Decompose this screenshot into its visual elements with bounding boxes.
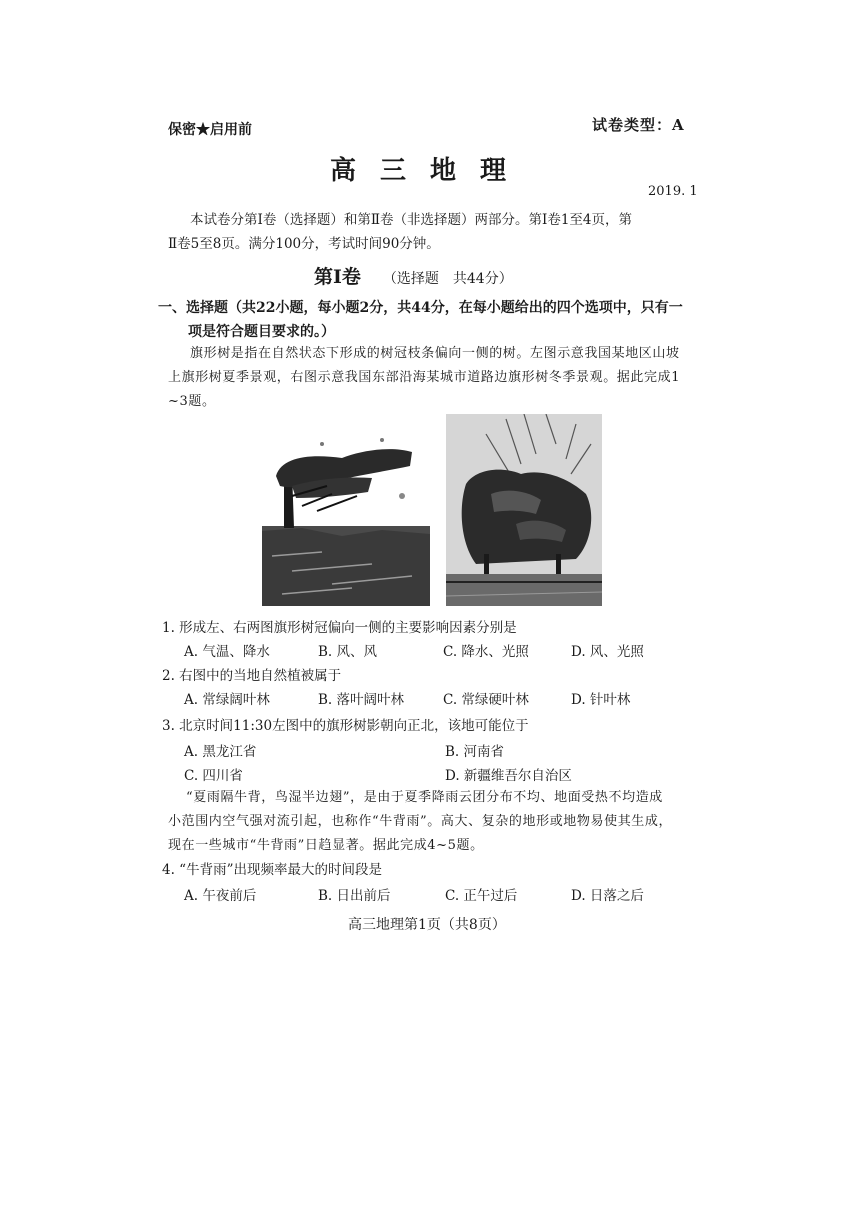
section-title <box>314 262 513 289</box>
q3-option-d[interactable]: D. 新疆维吾尔自治区 <box>445 768 572 784</box>
intro-line-1: 本试卷分第Ⅰ卷（选择题）和第Ⅱ卷（非选择题）两部分。第Ⅰ卷1至4页，第 <box>190 212 633 228</box>
q1-option-d[interactable]: D. 风、光照 <box>571 644 644 660</box>
q4-option-b[interactable]: B. 日出前后 <box>318 888 391 904</box>
q2-option-c[interactable]: C. 常绿硬叶林 <box>443 692 529 708</box>
q2-option-a[interactable]: A. 常绿阔叶林 <box>184 692 270 708</box>
page-footer: 高三地理第1页（共8页） <box>348 917 506 933</box>
right-flag-tree-photo <box>446 414 602 606</box>
paper-type-label: 试卷类型：A <box>592 116 685 134</box>
q4-option-d[interactable]: D. 日落之后 <box>571 888 644 904</box>
part-one-line-2: 项是符合题目要求的。） <box>188 324 335 340</box>
confidential-label: 保密★启用前 <box>168 122 252 138</box>
stem1-line-3: ~3题。 <box>168 394 216 409</box>
left-flag-tree-photo <box>262 436 430 606</box>
q1-option-b[interactable]: B. 风、风 <box>318 644 378 660</box>
question-1: 1. 形成左、右两图旗形树冠偏向一侧的主要影响因素分别是 <box>162 620 517 636</box>
q3-option-c[interactable]: C. 四川省 <box>184 768 243 784</box>
q2-option-b[interactable]: B. 落叶阔叶林 <box>318 692 405 708</box>
stem2-line-3: 现在一些城市“牛背雨”日趋显著。据此完成4~5题。 <box>168 838 484 853</box>
q4-option-c[interactable]: C. 正午过后 <box>445 888 518 904</box>
intro-line-2: Ⅱ卷5至8页。满分100分，考试时间90分钟。 <box>168 236 440 252</box>
exam-date: 2019. 1 <box>648 184 698 199</box>
part-one-line-1: 一、选择题（共22小题，每小题2分，共44分，在每小题给出的四个选项中，只有一 <box>158 300 683 316</box>
section-note: （选择题 共44分） <box>382 271 513 287</box>
q2-option-d[interactable]: D. 针叶林 <box>571 692 631 708</box>
stem1-line-2: 上旗形树夏季景观，右图示意我国东部沿海某城市道路边旗形树冬季景观。据此完成1 <box>168 370 681 385</box>
stem1-line-1: 旗形树是指在自然状态下形成的树冠枝条偏向一侧的树。左图示意我国某地区山坡 <box>190 346 680 361</box>
question-2: 2. 右图中的当地自然植被属于 <box>162 668 342 684</box>
question-3: 3. 北京时间11:30左图中的旗形树影朝向正北，该地可能位于 <box>162 718 529 734</box>
question-4: 4. “牛背雨”出现频率最大的时间段是 <box>162 862 382 878</box>
q1-option-a[interactable]: A. 气温、降水 <box>184 644 270 660</box>
q3-option-b[interactable]: B. 河南省 <box>445 744 505 760</box>
q3-option-a[interactable]: A. 黑龙江省 <box>184 744 257 760</box>
q1-option-c[interactable]: C. 降水、光照 <box>443 644 529 660</box>
stem2-line-2: 小范围内空气强对流引起，也称作“牛背雨”。高大、复杂的地形或地物易使其生成， <box>168 814 673 829</box>
exam-title: 高三地理 <box>330 156 531 186</box>
q4-option-a[interactable]: A. 午夜前后 <box>184 888 257 904</box>
stem2-line-1: “夏雨隔牛背，鸟湿半边翅”，是由于夏季降雨云团分布不均、地面受热不均造成 <box>186 790 663 805</box>
section-name: 第Ⅰ卷 <box>314 266 361 288</box>
